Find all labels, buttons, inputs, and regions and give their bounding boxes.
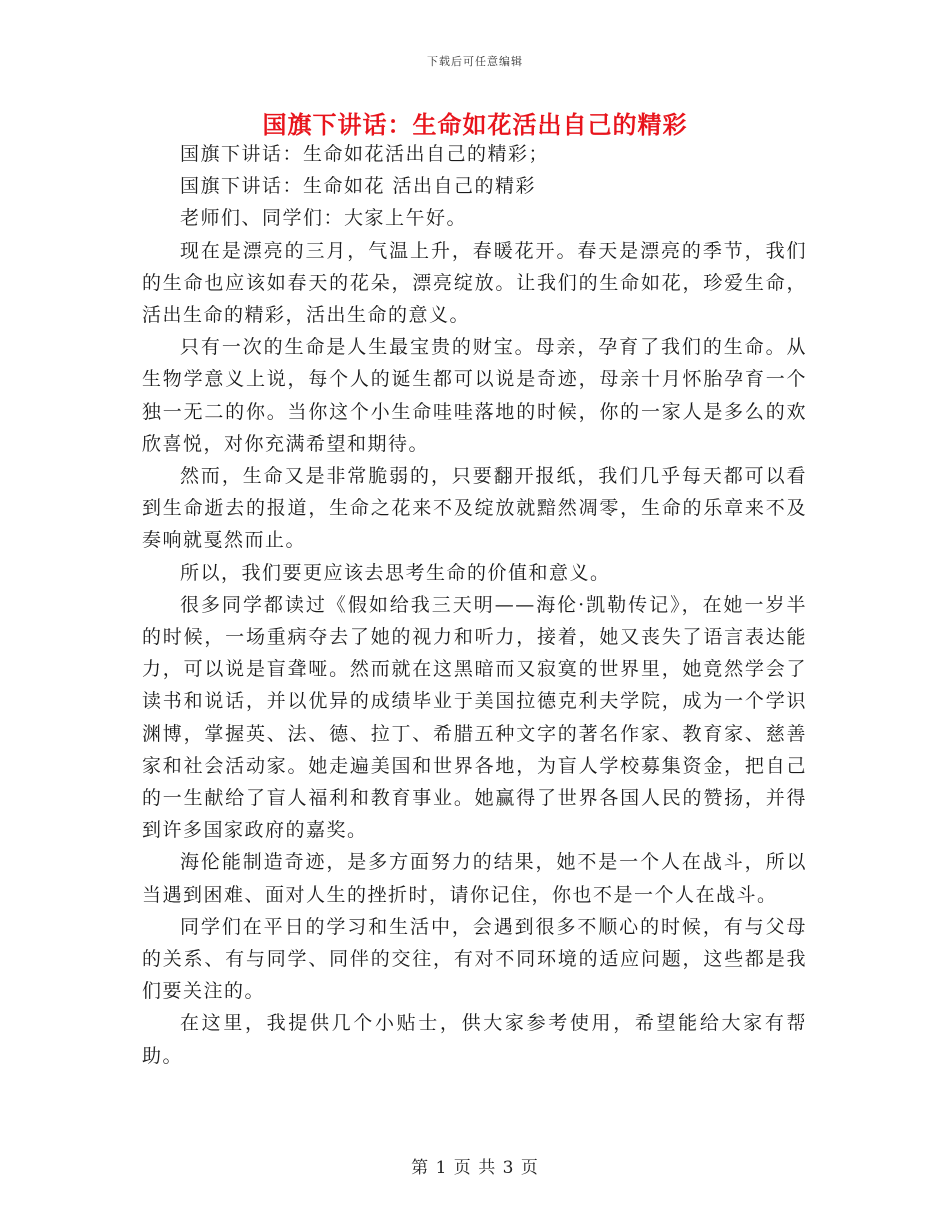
paragraph: 国旗下讲话：生命如花 活出自己的精彩	[180, 175, 537, 198]
paragraph: 现在是漂亮的三月，气温上升，春暖花开。春天是漂亮的季节，我们的生命也应该如春天的花朵，漂亮绽放。让我们的生命如花，珍爱生命，活出生命的精彩，活出生命的意义。	[142, 239, 807, 327]
paragraph: 国旗下讲话：生命如花活出自己的精彩；	[180, 143, 550, 165]
paragraph: 海伦能制造奇迹，是多方面努力的结果，她不是一个人在战斗，所以当遇到困难、面对人生的挫折时，请你记住，你也不是一个人在战斗。	[142, 851, 807, 906]
paragraph: 所以，我们要更应该去思考生命的价值和意义。	[180, 561, 611, 584]
paragraph: 在这里，我提供几个小贴士，供大家参考使用，希望能给大家有帮助。	[142, 1012, 807, 1067]
paragraph: 只有一次的生命是人生最宝贵的财宝。母亲，孕育了我们的生命。从生物学意义上说，每个人的诞生都可以说是奇迹，母亲十月怀胎孕育一个独一无二的你。当你这个小生命哇哇落地的时候，你的一家人是多么的欢欣喜悦，对你充满希望和期待。	[142, 336, 807, 455]
document-title: 国旗下讲话：生命如花活出自己的精彩	[262, 110, 688, 139]
paragraph: 然而，生命又是非常脆弱的，只要翻开报纸，我们几乎每天都可以看到生命逝去的报道，生命之花来不及绽放就黯然凋零，生命的乐章来不及奏响就戛然而止。	[142, 465, 807, 552]
page-number-footer: 第 1 页 共 3 页	[411, 1158, 539, 1178]
paragraph: 老师们、同学们：大家上午好。	[180, 207, 468, 230]
paragraph: 同学们在平日的学习和生活中，会遇到很多不顺心的时候，有与父母的关系、有与同学、同伴的交往，有对不同环境的适应问题，这些都是我们要关注的。	[142, 915, 807, 1003]
document-body	[142, 138, 807, 1072]
paragraph: 很多同学都读过《假如给我三天明——海伦·凯勒传记》，在她一岁半的时候，一场重病夺去了她的视力和听力，接着，她又丧失了语言表达能力，可以说是盲聋哑。然而就在这黑暗而又寂寞的世界里，她竟然学会了读书和说话，并以优异的成绩毕业于美国拉德克利夫学院，成为一个学识渊博，掌握英、法、德、拉丁、希腊五种文字的著名作家、教育家、慈善家和社会活动家。她走遍美国和世界各地，为盲人学校募集资金，把自己的一生献给了盲人福利和教育事业。她赢得了世界各国人民的赞扬，并得到许多国家政府的嘉奖。	[142, 593, 807, 842]
header-note: 下载后可任意编辑	[427, 55, 523, 68]
